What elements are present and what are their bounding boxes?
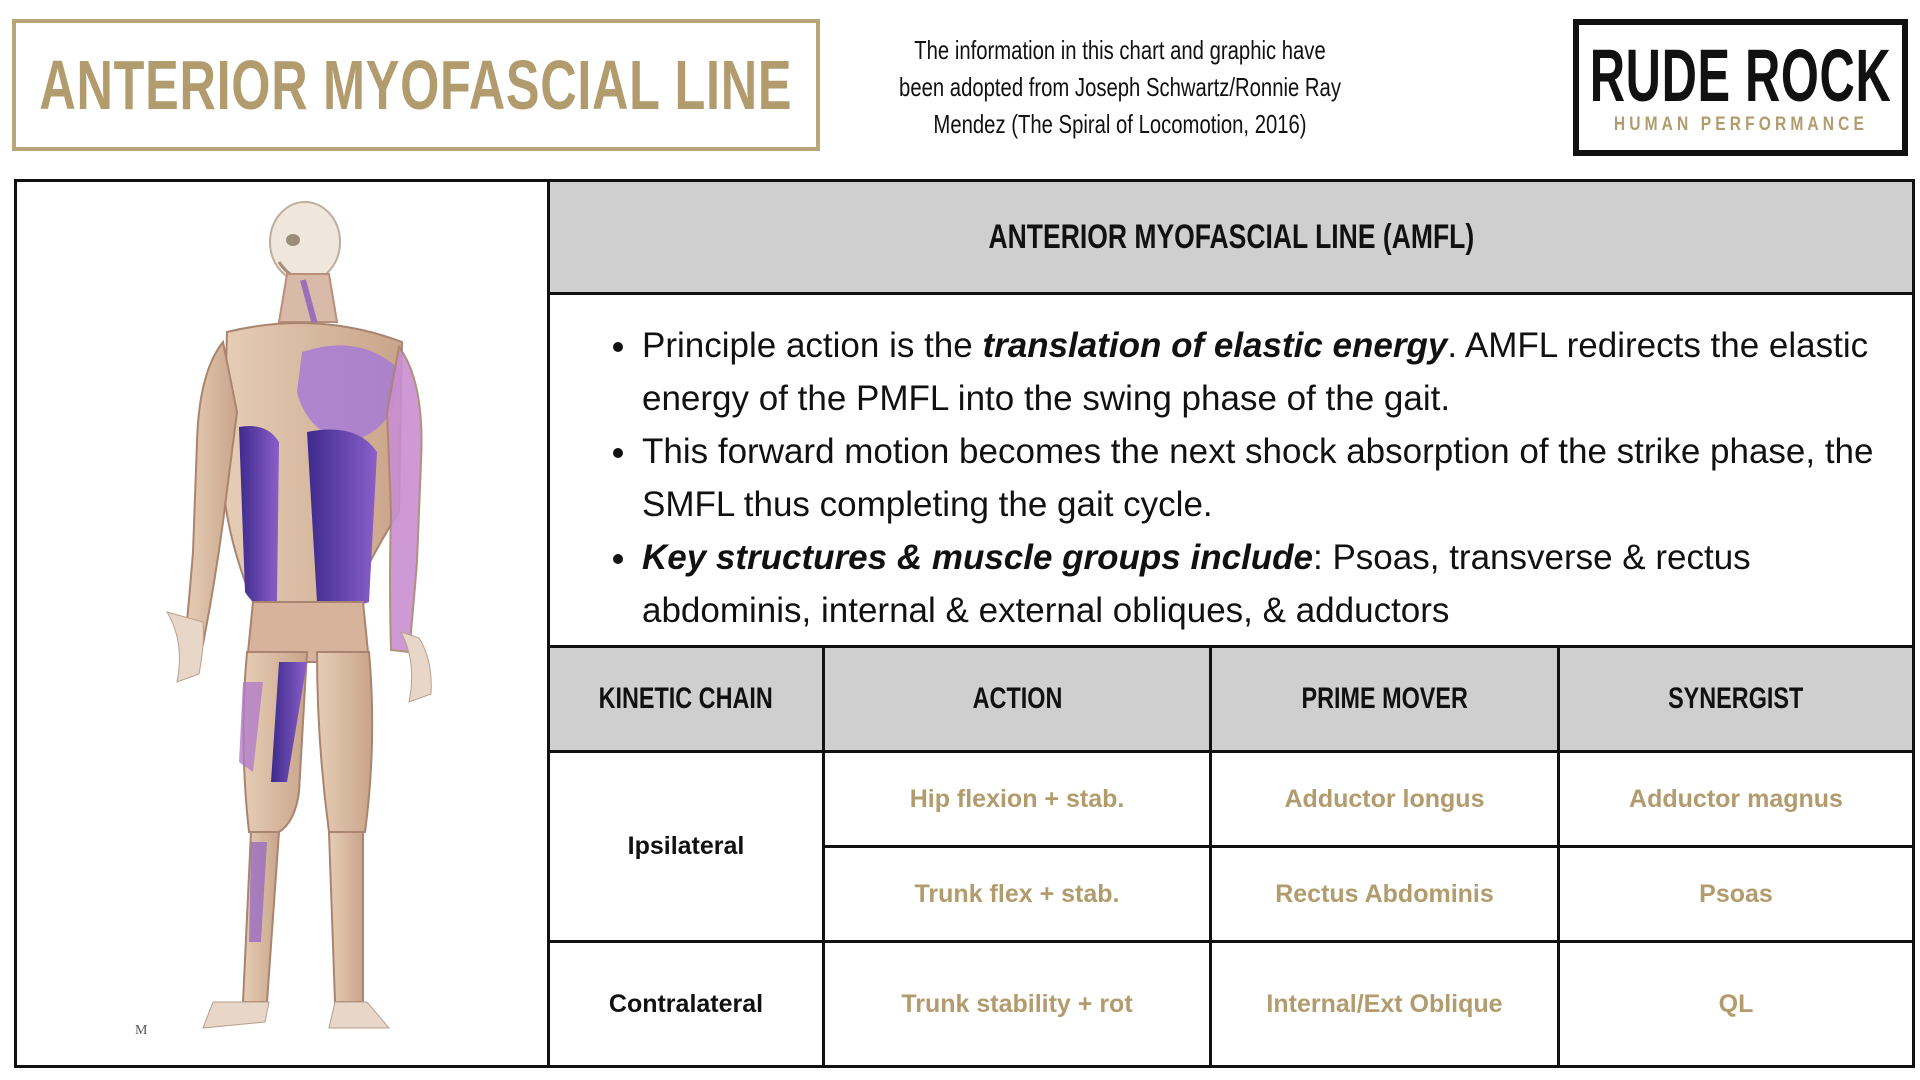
main-frame (14, 179, 1915, 1068)
title-box (12, 19, 820, 151)
col-header-kinetic-chain: KINETIC CHAIN (550, 648, 825, 753)
table-cell-synergist: QL (1718, 989, 1754, 1018)
source-note: The information in this chart and graphic have been adopted from Joseph Schwartz/Ronnie Ray Mendez (The Spiral of Locomotion, 2016) (899, 35, 1341, 139)
anatomy-illustration (17, 182, 547, 1065)
table-cell-prime-mover: Adductor longus (1212, 753, 1560, 848)
panel-title: ANTERIOR MYOFASCIAL LINE (AMFL) (988, 217, 1474, 256)
artist-signature: M (135, 1023, 148, 1038)
col-header-action: ACTION (825, 648, 1212, 753)
rectus-abdominis-muscle (239, 426, 279, 605)
panel-header (550, 182, 1912, 295)
left-arm (387, 347, 422, 652)
logo-main-text: RUDE ROCK (1589, 33, 1892, 117)
logo (1573, 19, 1908, 156)
table-cell-synergist: Adductor magnus (1560, 753, 1912, 848)
kinetic-chain-contralateral: Contralateral (550, 943, 825, 1065)
table-cell-action: Hip flexion + stab. (825, 753, 1212, 848)
bullet-item: • Key structures & muscle groups include: Psoas, transverse & rectus abdominis, internal & external obliques, & adductors (640, 531, 1882, 637)
col-header-synergist: SYNERGIST (1560, 648, 1912, 753)
table-cell-prime-mover: Rectus Abdominis (1212, 848, 1560, 943)
logo-sub-text: HUMAN PERFORMANCE (1613, 113, 1868, 135)
table-cell-prime-mover: Internal/Ext Oblique (1212, 943, 1560, 1065)
bullet-list (610, 319, 1882, 637)
skull-shape (270, 202, 340, 282)
table-cell-synergist: Psoas (1560, 848, 1912, 943)
table-cell-action: Trunk flex + stab. (825, 848, 1212, 943)
bullet-item: • This forward motion becomes the next shock absorption of the strike phase, the SMFL thus completing the gait cycle. (640, 425, 1882, 531)
muscle-table (550, 648, 1912, 1065)
kinetic-chain-ipsilateral: Ipsilateral (550, 753, 825, 943)
table-cell-action: Trunk stability + rot (825, 943, 1212, 1065)
bullet-item: • Principle action is the translation of elastic energy. AMFL redirects the elastic energy of the PMFL into the swing phase of the gait. (640, 319, 1882, 425)
oblique-muscle (307, 430, 377, 609)
page-title: ANTERIOR MYOFASCIAL LINE (39, 46, 793, 124)
content-panel (550, 182, 1912, 1065)
col-header-prime-mover: PRIME MOVER (1212, 648, 1560, 753)
left-leg (317, 652, 372, 832)
figure-panel (17, 182, 550, 1065)
bullet-section (550, 295, 1912, 648)
